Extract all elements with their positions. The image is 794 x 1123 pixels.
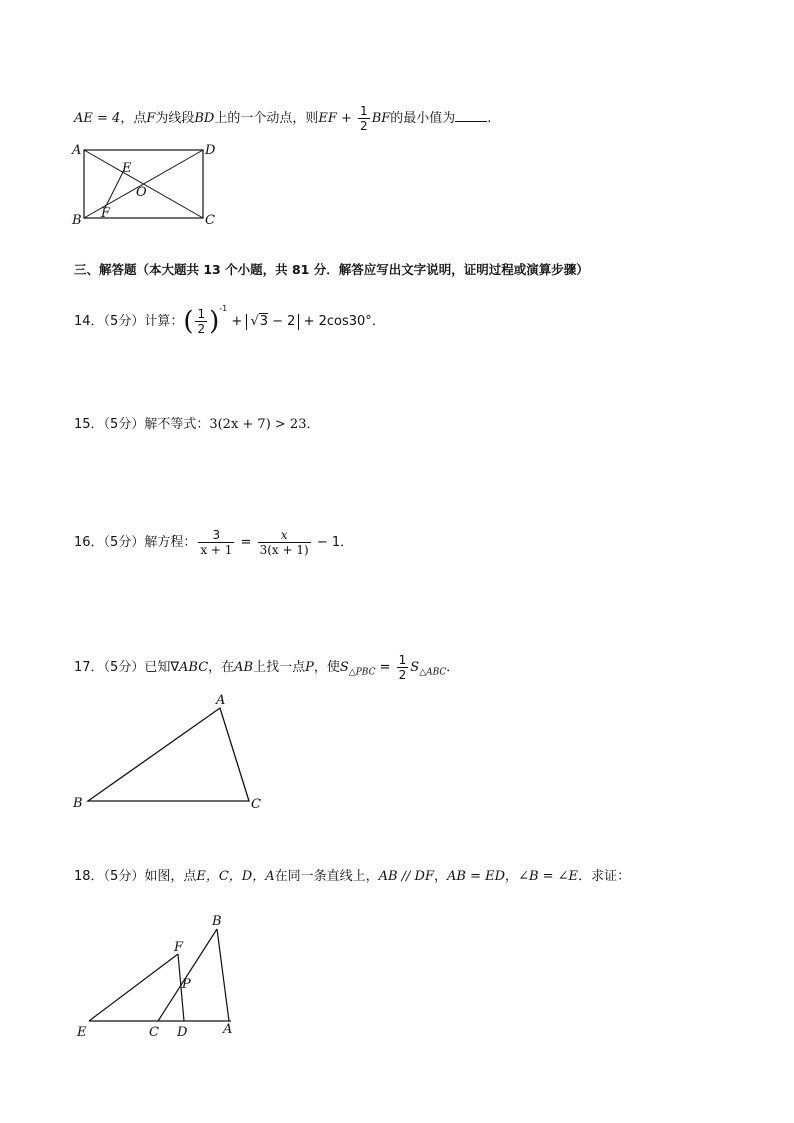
q18-prefix: 18．（5分）如图，点	[74, 869, 197, 884]
q18-text-1: 在同一条直线上，	[274, 869, 379, 884]
q14-minus: − 2	[268, 314, 296, 329]
q14-text	[74, 300, 385, 336]
q15-end: ．	[306, 417, 320, 432]
q14-half	[195, 307, 207, 336]
label-c: C	[149, 1025, 159, 1040]
q16-fraction-2	[258, 528, 311, 557]
label-b: B	[212, 914, 222, 929]
q13-text-2: 为线段	[155, 111, 195, 126]
label-c: C	[251, 797, 261, 812]
q17-s2-sub: △ABC	[419, 667, 447, 678]
q13-point-f: F	[146, 111, 156, 126]
q13-end: .	[487, 111, 492, 126]
q17-s1: S	[339, 660, 349, 675]
q13-frac-num: 1	[360, 104, 368, 118]
q18-text	[74, 868, 630, 886]
section-3-heading: 三、解答题（本大题共 13 个小题，共 81 分．解答应写出文字说明，证明过程或演算步骤）	[74, 262, 589, 277]
sqrt-symbol: √	[250, 314, 259, 329]
q14-end: ．	[371, 314, 385, 329]
q18-parallel: AB // DF	[378, 869, 435, 884]
label-o: O	[136, 185, 147, 200]
q14-exponent: -1	[219, 304, 228, 313]
label-f: F	[101, 206, 111, 221]
q14-half-num: 1	[197, 307, 206, 321]
q17-frac-num: 1	[398, 653, 407, 667]
label-c: C	[205, 213, 215, 228]
q14-plus: +	[227, 314, 247, 329]
label-a: A	[223, 1022, 233, 1037]
figure-17-triangle	[66, 688, 276, 816]
q13-text	[74, 104, 491, 133]
q13-text-1: ，点	[120, 111, 147, 126]
q15-prefix: 15．（5分）解不等式：	[74, 417, 210, 432]
q16-prefix: 16．（5分）解方程：	[74, 535, 197, 550]
q16-eq: =	[236, 535, 256, 550]
label-d: D	[177, 1025, 188, 1040]
label-a: A	[216, 693, 226, 708]
q17-text	[74, 653, 459, 682]
q16-f1-num: 3	[212, 528, 221, 542]
label-b: B	[72, 213, 82, 228]
q17-end: ．	[446, 660, 460, 675]
q16-text	[74, 528, 353, 557]
label-p: P	[182, 977, 191, 992]
q17-fraction	[397, 653, 409, 682]
label-b: B	[73, 796, 83, 811]
q14-rest: + 2cos30°	[299, 314, 372, 329]
q18-sep-1: ，	[434, 869, 448, 884]
q17-text-1: ，在	[208, 660, 235, 675]
q18-eq-1: AB = ED	[447, 869, 506, 884]
q13-ef: EF +	[318, 111, 357, 126]
q17-abc: ABC	[179, 660, 209, 675]
q17-text-3: ，使	[313, 660, 340, 675]
label-e: E	[77, 1025, 87, 1040]
q17-text-2: 上找一点	[253, 660, 306, 675]
q16-f2-den: 3(x + 1)	[259, 543, 309, 557]
label-d: D	[205, 143, 216, 158]
q18-points: E，C，D，A	[196, 869, 275, 884]
q13-text-3: 上的一个动点，则	[214, 111, 319, 126]
segment-ef	[105, 172, 123, 208]
figure-13-rectangle	[66, 140, 226, 232]
label-e: E	[122, 161, 132, 176]
q16-f1-den: x + 1	[200, 543, 233, 557]
q13-answer-blank	[455, 109, 487, 122]
q13-bf: BF	[371, 111, 391, 126]
q17-ab: AB	[234, 660, 254, 675]
q18-text-2: ．求证：	[578, 869, 631, 884]
q16-tail: − 1	[312, 535, 341, 550]
q18-sep-2: ，	[505, 869, 519, 884]
q15-text	[74, 416, 320, 434]
q17-s2: S	[410, 660, 420, 675]
q13-frac-den: 2	[360, 119, 368, 133]
q17-eq: =	[375, 660, 395, 675]
q14-abs	[246, 314, 299, 330]
q14-half-den: 2	[197, 322, 206, 336]
segment-ba	[217, 929, 229, 1021]
q13-text-4: 的最小值为	[390, 111, 456, 126]
q14-prefix: 14．（5分）计算：	[74, 314, 184, 329]
q18-eq-2: ∠B = ∠E	[518, 869, 579, 884]
q16-f2-num: x	[280, 528, 288, 542]
left-paren: (	[183, 306, 194, 337]
q15-expr: 3(2x + 7) > 23	[209, 417, 307, 432]
q13-ae: AE = 4	[74, 111, 121, 126]
q14-sqrt-radicand: 3	[259, 314, 269, 329]
figure-18-geometry	[70, 906, 250, 1042]
q16-end: ．	[340, 535, 354, 550]
q17-prefix: 17．（5分）已知∇	[74, 660, 180, 675]
label-f: F	[174, 940, 184, 955]
q13-seg-bd: BD	[194, 111, 215, 126]
q16-fraction-1	[198, 528, 234, 557]
label-a: A	[72, 143, 82, 158]
q13-fraction	[358, 104, 370, 133]
triangle-abc	[88, 708, 249, 801]
q17-s1-sub: △PBC	[348, 667, 376, 678]
right-paren: )	[209, 306, 220, 337]
q17-frac-den: 2	[398, 668, 407, 682]
segment-cb	[158, 929, 217, 1021]
q17-p: P	[305, 660, 314, 675]
